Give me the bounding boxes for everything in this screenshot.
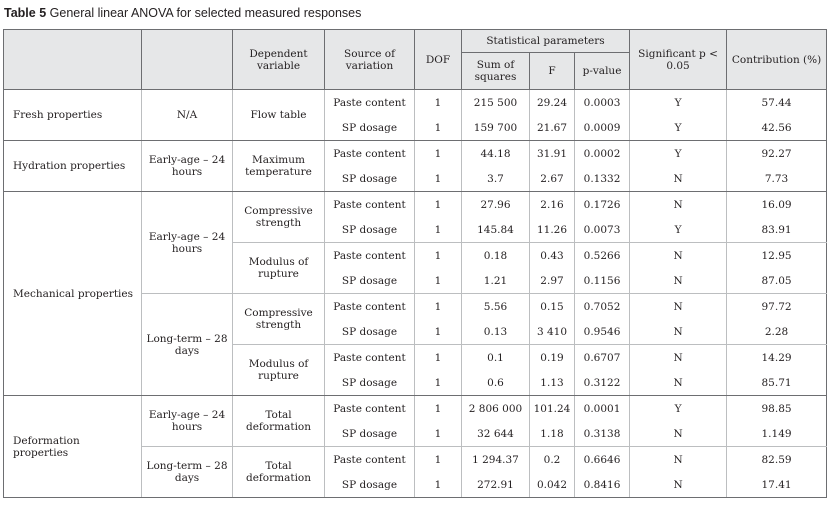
- dof-cell: 1: [415, 319, 462, 345]
- dependent-variable-cell: Total deformation: [233, 396, 325, 447]
- dof-cell: 1: [415, 370, 462, 396]
- f-cell: 31.91: [530, 141, 575, 167]
- contribution-cell: 2.28: [727, 319, 827, 345]
- age-cell: N/A: [142, 90, 233, 141]
- significant-cell: Y: [630, 396, 727, 422]
- f-cell: 2.67: [530, 166, 575, 192]
- table-title: General linear ANOVA for selected measured responses: [49, 6, 362, 20]
- sum-of-squares-cell: 3.7: [462, 166, 530, 192]
- contribution-cell: 7.73: [727, 166, 827, 192]
- dof-cell: 1: [415, 268, 462, 294]
- significant-cell: N: [630, 447, 727, 473]
- dependent-variable-cell: Modulus of rupture: [233, 345, 325, 396]
- dof-cell: 1: [415, 447, 462, 473]
- dof-cell: 1: [415, 294, 462, 320]
- sum-of-squares-cell: 0.18: [462, 243, 530, 269]
- f-cell: 0.042: [530, 472, 575, 498]
- f-cell: 1.18: [530, 421, 575, 447]
- age-cell: Early-age – 24 hours: [142, 141, 233, 192]
- sum-of-squares-cell: 0.13: [462, 319, 530, 345]
- f-cell: 21.67: [530, 115, 575, 141]
- age-cell: Early-age – 24 hours: [142, 396, 233, 447]
- p-value-cell: 0.3122: [575, 370, 630, 396]
- table-caption: [4, 6, 361, 20]
- source-cell: SP dosage: [325, 268, 415, 294]
- dependent-variable-cell: Modulus of rupture: [233, 243, 325, 294]
- sum-of-squares-cell: 159 700: [462, 115, 530, 141]
- header-sum-of-squares: Sum of squares: [462, 53, 530, 90]
- table-row: [4, 192, 827, 218]
- p-value-cell: 0.0073: [575, 217, 630, 243]
- header-statistical-parameters: Statistical parameters: [462, 30, 630, 53]
- contribution-cell: 42.56: [727, 115, 827, 141]
- header-significant: Significant p < 0.05: [630, 30, 727, 90]
- table-header: [4, 30, 827, 90]
- significant-cell: N: [630, 345, 727, 371]
- anova-table: [3, 29, 827, 498]
- f-cell: 2.16: [530, 192, 575, 218]
- f-cell: 0.2: [530, 447, 575, 473]
- contribution-cell: 82.59: [727, 447, 827, 473]
- p-value-cell: 0.7052: [575, 294, 630, 320]
- dof-cell: 1: [415, 166, 462, 192]
- source-cell: SP dosage: [325, 217, 415, 243]
- sum-of-squares-cell: 0.6: [462, 370, 530, 396]
- source-cell: Paste content: [325, 345, 415, 371]
- significant-cell: N: [630, 166, 727, 192]
- significant-cell: Y: [630, 217, 727, 243]
- contribution-cell: 1.149: [727, 421, 827, 447]
- significant-cell: N: [630, 421, 727, 447]
- significant-cell: N: [630, 319, 727, 345]
- source-cell: Paste content: [325, 192, 415, 218]
- header-age: [142, 30, 233, 90]
- dependent-variable-cell: Total deformation: [233, 447, 325, 498]
- contribution-cell: 98.85: [727, 396, 827, 422]
- dependent-variable-cell: Compressive strength: [233, 192, 325, 243]
- source-cell: Paste content: [325, 90, 415, 116]
- category-cell: Fresh properties: [4, 90, 142, 141]
- header-p-value: p-value: [575, 53, 630, 90]
- significant-cell: N: [630, 243, 727, 269]
- contribution-cell: 17.41: [727, 472, 827, 498]
- sum-of-squares-cell: 0.1: [462, 345, 530, 371]
- sum-of-squares-cell: 145.84: [462, 217, 530, 243]
- p-value-cell: 0.6707: [575, 345, 630, 371]
- dof-cell: 1: [415, 192, 462, 218]
- dependent-variable-cell: Maximum temperature: [233, 141, 325, 192]
- significant-cell: N: [630, 294, 727, 320]
- table-row: [4, 90, 827, 116]
- dof-cell: 1: [415, 115, 462, 141]
- contribution-cell: 87.05: [727, 268, 827, 294]
- dependent-variable-cell: Flow table: [233, 90, 325, 141]
- source-cell: SP dosage: [325, 166, 415, 192]
- category-cell: Mechanical properties: [4, 192, 142, 396]
- f-cell: 1.13: [530, 370, 575, 396]
- significant-cell: N: [630, 370, 727, 396]
- f-cell: 101.24: [530, 396, 575, 422]
- dof-cell: 1: [415, 90, 462, 116]
- f-cell: 11.26: [530, 217, 575, 243]
- f-cell: 29.24: [530, 90, 575, 116]
- significant-cell: Y: [630, 141, 727, 167]
- dependent-variable-cell: Compressive strength: [233, 294, 325, 345]
- sum-of-squares-cell: 215 500: [462, 90, 530, 116]
- header-dependent-variable: Dependent variable: [233, 30, 325, 90]
- table-body: [4, 90, 827, 498]
- contribution-cell: 83.91: [727, 217, 827, 243]
- p-value-cell: 0.9546: [575, 319, 630, 345]
- contribution-cell: 92.27: [727, 141, 827, 167]
- p-value-cell: 0.6646: [575, 447, 630, 473]
- table-row: [4, 141, 827, 167]
- dof-cell: 1: [415, 472, 462, 498]
- sum-of-squares-cell: 272.91: [462, 472, 530, 498]
- source-cell: Paste content: [325, 396, 415, 422]
- dof-cell: 1: [415, 243, 462, 269]
- sum-of-squares-cell: 1.21: [462, 268, 530, 294]
- p-value-cell: 0.1332: [575, 166, 630, 192]
- header-dof: DOF: [415, 30, 462, 90]
- sum-of-squares-cell: 32 644: [462, 421, 530, 447]
- contribution-cell: 16.09: [727, 192, 827, 218]
- source-cell: SP dosage: [325, 370, 415, 396]
- header-source-of-variation: Source of variation: [325, 30, 415, 90]
- contribution-cell: 85.71: [727, 370, 827, 396]
- source-cell: SP dosage: [325, 421, 415, 447]
- significant-cell: N: [630, 268, 727, 294]
- sum-of-squares-cell: 2 806 000: [462, 396, 530, 422]
- contribution-cell: 12.95: [727, 243, 827, 269]
- p-value-cell: 0.1726: [575, 192, 630, 218]
- p-value-cell: 0.3138: [575, 421, 630, 447]
- significant-cell: N: [630, 192, 727, 218]
- source-cell: Paste content: [325, 243, 415, 269]
- source-cell: Paste content: [325, 141, 415, 167]
- source-cell: SP dosage: [325, 319, 415, 345]
- age-cell: Long-term – 28 days: [142, 294, 233, 396]
- contribution-cell: 57.44: [727, 90, 827, 116]
- dof-cell: 1: [415, 421, 462, 447]
- header-f: F: [530, 53, 575, 90]
- dof-cell: 1: [415, 345, 462, 371]
- f-cell: 0.19: [530, 345, 575, 371]
- contribution-cell: 97.72: [727, 294, 827, 320]
- category-cell: Deformation properties: [4, 396, 142, 498]
- f-cell: 2.97: [530, 268, 575, 294]
- header-contribution: Contribution (%): [727, 30, 827, 90]
- table-label: Table 5: [4, 6, 47, 20]
- p-value-cell: 0.0009: [575, 115, 630, 141]
- p-value-cell: 0.0003: [575, 90, 630, 116]
- p-value-cell: 0.0002: [575, 141, 630, 167]
- p-value-cell: 0.1156: [575, 268, 630, 294]
- sum-of-squares-cell: 5.56: [462, 294, 530, 320]
- p-value-cell: 0.8416: [575, 472, 630, 498]
- source-cell: Paste content: [325, 294, 415, 320]
- source-cell: Paste content: [325, 447, 415, 473]
- p-value-cell: 0.5266: [575, 243, 630, 269]
- age-cell: Long-term – 28 days: [142, 447, 233, 498]
- header-category: [4, 30, 142, 90]
- significant-cell: N: [630, 472, 727, 498]
- source-cell: SP dosage: [325, 472, 415, 498]
- age-cell: Early-age – 24 hours: [142, 192, 233, 294]
- f-cell: 0.43: [530, 243, 575, 269]
- p-value-cell: 0.0001: [575, 396, 630, 422]
- f-cell: 3 410: [530, 319, 575, 345]
- significant-cell: Y: [630, 115, 727, 141]
- dof-cell: 1: [415, 396, 462, 422]
- dof-cell: 1: [415, 141, 462, 167]
- significant-cell: Y: [630, 90, 727, 116]
- dof-cell: 1: [415, 217, 462, 243]
- f-cell: 0.15: [530, 294, 575, 320]
- sum-of-squares-cell: 44.18: [462, 141, 530, 167]
- sum-of-squares-cell: 1 294.37: [462, 447, 530, 473]
- contribution-cell: 14.29: [727, 345, 827, 371]
- sum-of-squares-cell: 27.96: [462, 192, 530, 218]
- category-cell: Hydration properties: [4, 141, 142, 192]
- source-cell: SP dosage: [325, 115, 415, 141]
- table-row: [4, 396, 827, 422]
